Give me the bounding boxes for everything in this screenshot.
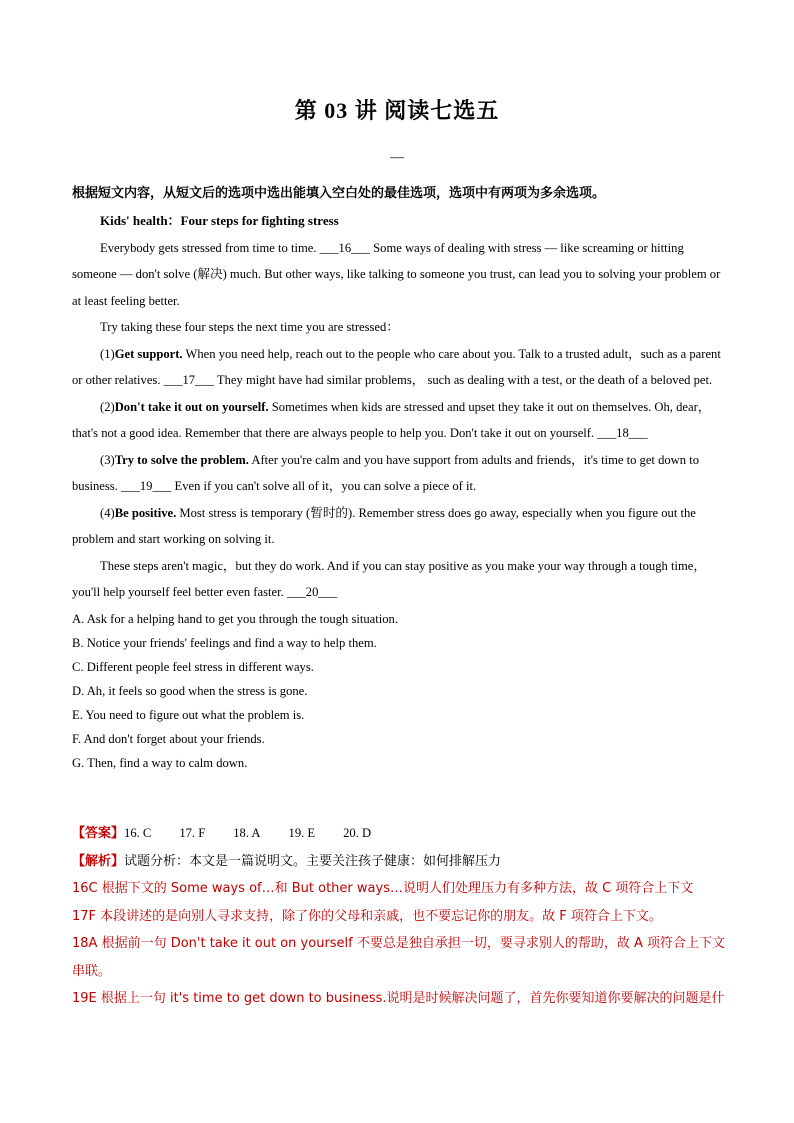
option-d: D. Ah, it feels so good when the stress is gone. (72, 683, 308, 698)
answer-16: 16. C (124, 826, 152, 840)
paragraph-1: Everybody gets stressed from time to time. ___16___ Some ways of dealing with stress — like screaming or hitting someone — don't solve (解决) much. But other ways, like talking to someone you trust, can lead you to solving your problem or at least feeling better. (72, 240, 721, 308)
step-4-title: Be positive. (114, 505, 177, 520)
step-1-text: When you need help, reach out to the people who care about you. Talk to a trusted adult，such as a parent or other relatives. ___17___ They might have had similar problems， such as dealing with a test, or the death of a beloved pet. (72, 346, 721, 387)
answer-label: 【答案】 (72, 826, 125, 841)
options-list (72, 607, 724, 775)
analysis-item-17: 17F 本段讲述的是向别人寻求支持，除了你的父母和亲戚，也不要忘记你的朋友。故 F 项符合上下文。 (72, 908, 662, 924)
option-c: C. Different people feel stress in different ways. (72, 659, 314, 674)
analysis-item-19: 19E 根据上一句 it's time to get down to business.说明是时候解决问题了，首先你要知道你要解决的问题是什 (72, 991, 725, 1006)
step-1-number: (1) (100, 346, 115, 361)
step-2-number: (2) (100, 399, 115, 414)
option-f: F. And don't forget about your friends. (72, 731, 265, 746)
step-2-text: Sometimes when kids are stressed and upset they take it out on themselves. Oh, dear，that's not a good idea. Remember that there are always people to help you. Don't take it out on yourself. ___18___ (72, 399, 711, 440)
answer-17: 17. F (179, 826, 206, 840)
option-e: E. You need to figure out what the problem is. (72, 707, 305, 722)
answer-18: 18. A (233, 826, 261, 840)
analysis-item-18: 18A 根据前一句 Don't take it out on yourself 不要总是独自承担一切，要寻求别人的帮助，故 A 项符合上下文串联。 (72, 936, 726, 979)
page-title: 第 03 讲 阅读七选五 (294, 98, 500, 123)
analysis-label: 【解析】 (72, 853, 125, 869)
step-2 (72, 394, 724, 447)
passage (72, 208, 724, 775)
passage-heading: Kids' health：Four steps for fighting stress (100, 213, 339, 228)
answer-19: 19. E (288, 826, 316, 840)
analysis-line (72, 848, 732, 876)
step-4 (72, 500, 724, 553)
instruction-text: 根据短文内容，从短文后的选项中选出能填入空白处的最佳选项，选项中有两项为多余选项。 (72, 186, 606, 201)
analysis-summary: 试题分析：本文是一篇说明文。主要关注孩子健康：如何排解压力 (124, 853, 502, 869)
answer-section (72, 820, 732, 1013)
paragraph-2: Try taking these four steps the next time you are stressed： (100, 320, 399, 334)
option-b: B. Notice your friends' feelings and find a way to help them. (72, 635, 377, 650)
step-3-title: Try to solve the problem. (114, 452, 249, 467)
option-g: G. Then, find a way to calm down. (72, 755, 248, 770)
closing-paragraph: These steps aren't magic，but they do work. And if you can stay positive as you make your way through a tough time，you'll help yourself feel better even faster. ___20___ (72, 558, 706, 599)
step-3-number: (3) (100, 452, 115, 467)
step-4-text: Most stress is temporary (暂时的). Remember stress does go away, especially when you figure out the problem and start working on solving it. (72, 505, 696, 546)
step-1 (72, 341, 724, 394)
step-3-text: After you're calm and you have support from adults and friends，it's time to get down to business. ___19___ Even if you can't solve all of it，you can solve a piece of it. (72, 452, 700, 493)
analysis-item-16: 16C 根据下文的 Some ways of…和 But other ways…说明人们处理压力有多种方法，故 C 项符合上下文 (72, 881, 694, 896)
title-separator: — (390, 150, 404, 165)
step-1-title: Get support. (114, 346, 183, 361)
answer-20: 20. D (343, 826, 372, 840)
answer-line (72, 820, 732, 848)
step-2-title: Don't take it out on yourself. (114, 399, 269, 414)
step-4-number: (4) (100, 505, 115, 520)
step-3 (72, 447, 724, 500)
option-a: A. Ask for a helping hand to get you through the tough situation. (72, 611, 398, 626)
